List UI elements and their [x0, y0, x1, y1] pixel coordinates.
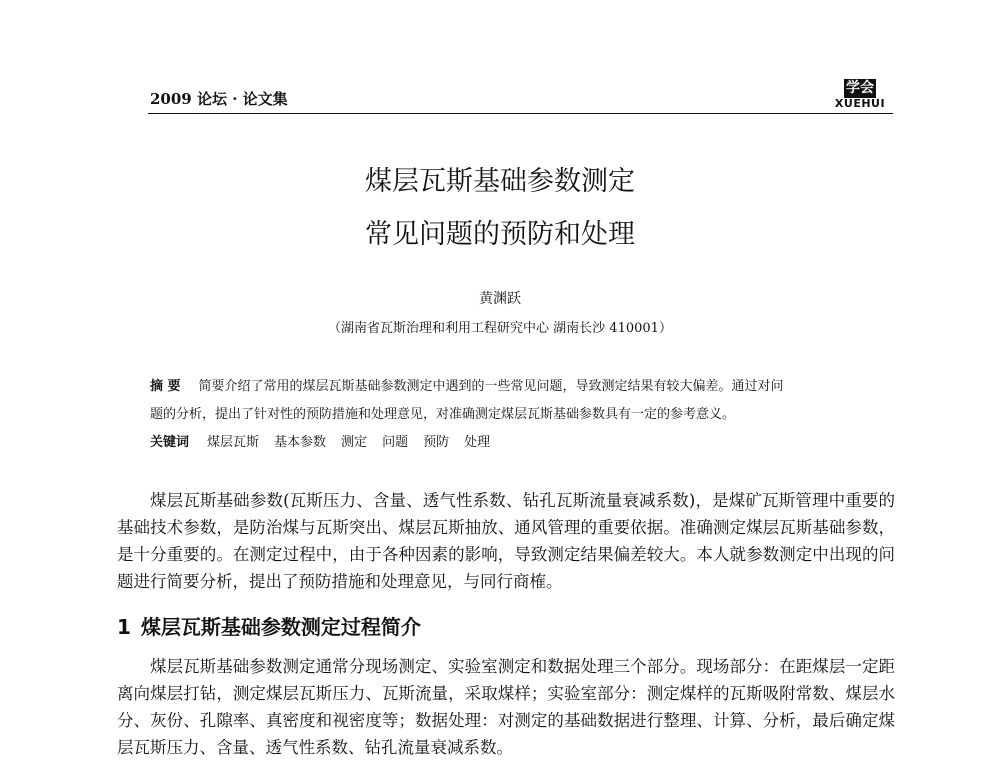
abstract-text-1: 简要介绍了常用的煤层瓦斯基础参数测定中遇到的一些常见问题，导致测定结果有较大偏差。通过对问 — [198, 379, 784, 394]
keyword: 问题 — [382, 435, 409, 450]
section-1-body — [117, 653, 895, 761]
keywords-line — [150, 429, 895, 457]
abstract-line-2 — [150, 401, 895, 429]
keyword: 基本参数 — [274, 435, 327, 450]
abstract-line-1 — [150, 373, 895, 401]
intro-paragraph: 煤层瓦斯基础参数(瓦斯压力、含量、透气性系数、钻孔瓦斯流量衰减系数)，是煤矿瓦斯管理中重要的基础技术参数，是防治煤与瓦斯突出、煤层瓦斯抽放、通风管理的重要依据。准确测定煤层瓦斯基础参数，是十分重要的。在测定过程中，由于各种因素的影响，导致测定结果偏差较大。本人就参数测定中出现的问题进行简要分析，提出了预防措施和处理意见，与同行商榷。 — [117, 491, 895, 591]
intro-section — [117, 487, 895, 595]
running-header — [148, 80, 893, 114]
section-1-heading — [117, 611, 421, 640]
author-affiliation: （湖南省瓦斯治理和利用工程研究中心 湖南长沙 410001） — [328, 321, 672, 336]
keyword: 测定 — [341, 435, 368, 450]
keyword: 煤层瓦斯 — [207, 435, 260, 450]
author-name: 黄渊跃 — [479, 291, 521, 307]
abstract-text-2: 题的分析，提出了针对性的预防措施和处理意见，对准确测定煤层瓦斯基础参数具有一定的参考意义。 — [150, 407, 736, 422]
paper-title-line-2: 常见问题的预防和处理 — [365, 219, 635, 250]
journal-name: 2009 论坛 · 论文集 — [150, 90, 288, 108]
section-1-paragraph: 煤层瓦斯基础参数测定通常分现场测定、实验室测定和数据处理三个部分。现场部分：在距煤层一定距离向煤层打钻，测定煤层瓦斯压力、瓦斯流量，采取煤样；实验室部分：测定煤样的瓦斯吸附常数、煤层水分、灰份、孔隙率、真密度和视密度等；数据处理：对测定的基础数据进行整理、计算、分析，最后确定煤层瓦斯压力、含量、透气性系数、钻孔流量衰减系数。 — [117, 657, 895, 757]
abstract-label: 摘 要 — [150, 379, 181, 394]
keyword: 预防 — [423, 435, 450, 450]
section-title: 煤层瓦斯基础参数测定过程简介 — [140, 615, 421, 639]
abstract-block — [150, 373, 895, 457]
section-number: 1 — [117, 615, 131, 639]
keywords-label: 关键词 — [150, 435, 190, 450]
xuehui-logo — [827, 79, 893, 110]
keyword: 处理 — [464, 435, 491, 450]
logo-mark-icon: 学会 — [846, 80, 874, 96]
paper-title-line-1: 煤层瓦斯基础参数测定 — [365, 166, 635, 197]
logo-word: XUEHUI — [834, 97, 886, 110]
